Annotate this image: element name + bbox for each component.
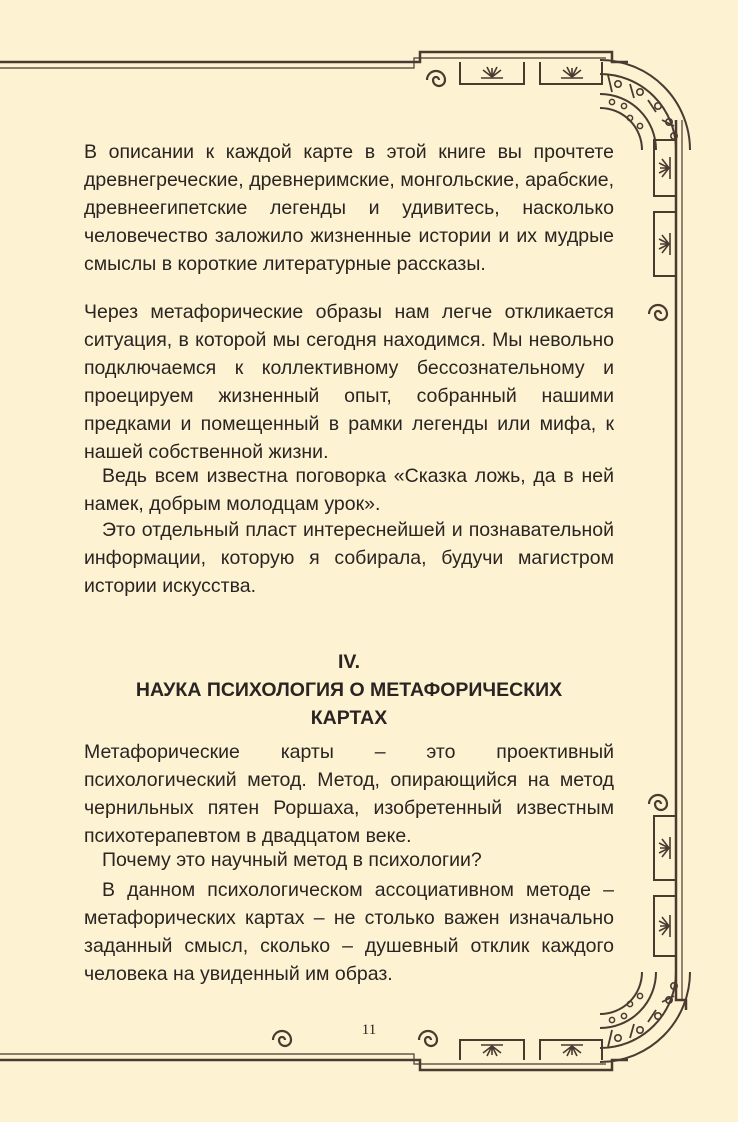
paragraph-information: Это отдельный пласт интереснейшей и познавательной информации, которую я собирала, будучи магистром истории искусства.: [84, 519, 614, 597]
section-title: НАУКА ПСИХОЛОГИЯ О МЕТАФОРИЧЕСКИХ КАРТАХ: [135, 679, 563, 729]
page-number: 11: [361, 1022, 377, 1038]
paragraph-associative: В данном психологическом ассоциативном методе – метафорических картах – не столько важен изначально заданный смысл, сколько – душевный отклик каждого человека на увиденный им образ.: [84, 879, 614, 985]
paragraph-legends: В описании к каждой карте в этой книге вы прочтете древнегреческие, древнеримские, монгольские, арабские, древнеегипетские легенды и удивитесь, насколько человечество заложило жизненные истории и их мудрые смыслы в короткие литературные рассказы.: [84, 141, 614, 275]
paragraph-proverb: Ведь всем известна поговорка «Сказка ложь, да в ней намек, добрым молодцам урок».: [84, 465, 614, 515]
paragraph-method: Метафорические карты – это проективный психологический метод. Метод, опирающийся на метод чернильных пятен Роршаха, изобретенный известным психотерапевтом в двадцатом веке.: [84, 741, 614, 847]
paragraph-metaphoric-images: Через метафорические образы нам легче откликается ситуация, в которой мы сегодня находимся. Мы невольно подключаемся к коллективному бессознательному и проецируем жизненный опыт, собранный нашими предками и помещенный в рамки легенды или мифа, к нашей собственной жизни.: [84, 301, 614, 463]
paragraph-question: Почему это научный метод в психологии?: [102, 849, 482, 871]
section-number: IV.: [337, 651, 361, 673]
